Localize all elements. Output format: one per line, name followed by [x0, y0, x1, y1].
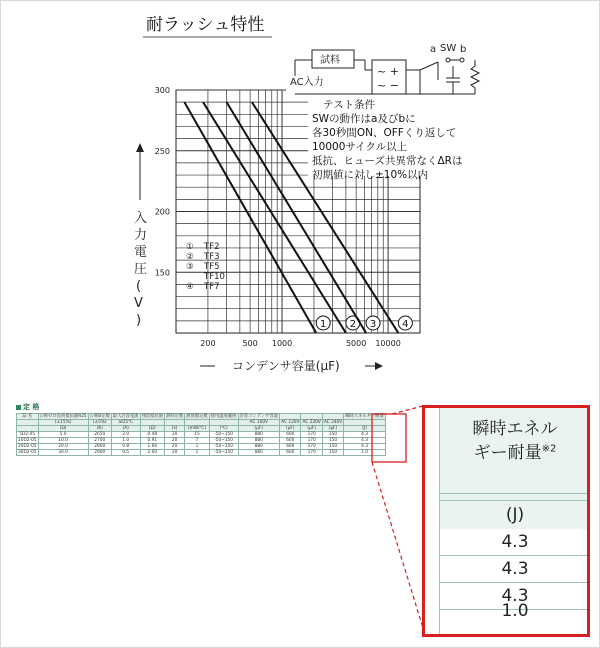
spec-cell: 600 [280, 450, 301, 456]
spec-header-cell: 熱放散定数 [186, 414, 208, 419]
spec-header-cell: 公称ゼロ負荷抵抗値R25 [39, 414, 87, 419]
test-condition-line: 各30秒間ON、OFFくり返して [312, 127, 457, 139]
spec-cell: 1.66 [140, 444, 164, 450]
zoom-value-cell: 4.3 [440, 583, 590, 610]
spec-cell: -50~150 [209, 432, 238, 438]
spec-cell: 20D2-05 [18, 444, 37, 449]
spec-cell: 600 [280, 438, 301, 444]
series-marker-label: 1 [320, 319, 327, 330]
spec-cell: 2.00 [140, 450, 164, 456]
spec-header-cell: 瞬時エネルギー耐量 [345, 414, 384, 419]
x-tick-label: 200 [200, 339, 216, 348]
circuit-sample-label: 試料 [320, 55, 340, 66]
x-tick-label: 1000 [271, 339, 293, 348]
circuit-rectifier-top: ~ + [377, 65, 399, 78]
spec-header-cell: (mW/℃) [185, 426, 209, 432]
test-condition-line: 初期値に対し±10%以内 [312, 169, 429, 181]
spec-table-title-text: 定 格 [23, 403, 40, 411]
legend-number: ④ [186, 282, 194, 292]
spec-cell: 2.0 [111, 432, 140, 438]
circuit-rectifier-bottom: ~ − [377, 79, 399, 92]
spec-cell: 0.8 [111, 444, 140, 450]
chart-legend [186, 242, 225, 292]
spec-header-cell: (s) [165, 426, 185, 432]
y-tick-label: 250 [154, 146, 170, 156]
spec-cell: -50~150 [209, 450, 238, 456]
spec-cell: 5D2-05 [17, 432, 39, 438]
spec-cell: 0.91 [140, 438, 164, 444]
spec-header-cell: (μF) [301, 426, 322, 432]
spec-cell: 10.0 [38, 438, 88, 444]
spec-cell: -50~150 [209, 438, 238, 444]
series-marker-label: 2 [349, 319, 357, 330]
spec-table-head [17, 414, 386, 432]
title-marker-icon [16, 405, 21, 410]
x-tick-label: 500 [242, 339, 258, 348]
spec-cell: 10D2-05 [18, 438, 37, 443]
zoom-header-line2 [440, 438, 590, 463]
zoom-panel [422, 405, 590, 637]
spec-cell: 0.5 [111, 450, 140, 456]
spec-header-cell: (Ω) [38, 426, 88, 432]
spec-cell: 880 [238, 450, 280, 456]
legend-label: TF10 [204, 272, 225, 282]
legend-label: TF2 [204, 242, 220, 252]
y-axis-label-char: V [134, 296, 143, 311]
spec-cell: 2900 [88, 450, 111, 456]
zoom-value-cell [440, 601, 590, 637]
zoom-blank-cell [440, 463, 590, 494]
zoom-header-note: ※2 [541, 443, 557, 455]
spec-cell: 150 [322, 450, 343, 456]
spec-cell: 2650 [88, 432, 111, 438]
zoom-table-column [439, 408, 590, 637]
test-condition-line: テスト条件 [323, 99, 376, 111]
legend-label: TF3 [204, 252, 220, 262]
y-axis-label-char: 圧 [134, 262, 148, 277]
circuit-input-label: AC入力 [290, 77, 324, 88]
zoom-value-cell: 4.3 [440, 556, 590, 583]
spec-header-cell: 公称B定数 [89, 414, 110, 419]
spec-cell: 170 [301, 444, 322, 450]
series-marker-label: 4 [402, 319, 409, 330]
y-axis-label-group [134, 143, 147, 328]
spec-cell: 2800 [88, 444, 111, 450]
spec-cell: 20 [165, 432, 185, 438]
spec-cell: 20 [165, 438, 185, 444]
spec-header-cell: 残留抵抗値 [141, 414, 164, 419]
spec-table-body [17, 432, 386, 456]
spec-header-cell: 熱時定数 [166, 414, 184, 419]
spec-cell: 1.0 [344, 450, 386, 456]
spec-cell: 600 [280, 432, 301, 438]
spec-header-cell: (K) [88, 426, 111, 432]
legend-number: ③ [186, 262, 194, 272]
x-tick-label: 10000 [375, 339, 401, 348]
spec-header-cell: (J) [344, 426, 386, 432]
x-tick-label: 5000 [345, 339, 367, 348]
spec-cell: 170 [301, 432, 322, 438]
spec-cell: 880 [238, 432, 280, 438]
spec-cell: 20 [165, 450, 185, 456]
spec-cell: 30D2-05 [18, 450, 37, 455]
zoom-header-line1: 瞬時エネル [472, 419, 558, 439]
spec-cell: 880 [238, 438, 280, 444]
spec-header-cell: (μF) [238, 426, 280, 432]
spec-header-cell: at25℃ [111, 420, 140, 426]
spec-cell: 1 [185, 450, 209, 456]
y-axis-label-char: ) [136, 313, 142, 328]
legend-label: TF7 [204, 282, 220, 292]
spec-cell: 1 [185, 444, 209, 450]
spec-header-cell: AC 240V [323, 420, 343, 425]
spec-cell: 15 [185, 432, 209, 438]
spec-header-cell: 品 名 [17, 414, 39, 420]
x-axis-label-group [200, 358, 383, 373]
spec-cell: 880 [238, 444, 280, 450]
spec-table [16, 413, 386, 456]
spec-cell: 4.3 [344, 444, 386, 450]
y-tick-label: 150 [154, 268, 170, 278]
spec-header-cell: (Ω) [140, 426, 164, 432]
spec-header-cell: (±5%) [88, 420, 111, 426]
spec-header-cell: (℃) [209, 426, 238, 432]
spec-cell: 150 [322, 438, 343, 444]
spec-cell: 170 [301, 450, 322, 456]
zoom-unit-cell: (J) [440, 500, 590, 530]
x-axis-label: コンデンサ容量(μF) [232, 359, 340, 373]
spec-header-cell: 使用温度範囲 [210, 414, 237, 419]
spec-cell: 4.3 [344, 438, 386, 444]
spec-header-cell: (±15%) [38, 420, 88, 426]
y-axis-label [134, 211, 147, 328]
spec-cell: 30.0 [38, 450, 88, 456]
spec-row [17, 450, 386, 456]
spec-cell: 7 [185, 438, 209, 444]
spec-header-cell: AC 120V [281, 420, 300, 425]
spec-cell: 600 [280, 444, 301, 450]
legend-label: TF5 [204, 262, 220, 272]
test-condition-line: SWの動作はa及びbに [312, 113, 416, 125]
y-axis-label-char: 入 [134, 211, 148, 226]
spec-header-cell: AC 100V [238, 420, 280, 426]
legend-number: ② [186, 252, 194, 262]
spec-header-cell: 最大許容電流 [112, 414, 139, 419]
spec-cell: -50~150 [209, 444, 238, 450]
spec-cell: 170 [301, 438, 322, 444]
spec-cell: 150 [322, 444, 343, 450]
spec-header-cell: AC 220V [302, 420, 321, 425]
y-tick-label: 200 [154, 207, 170, 217]
series-marker-label: 3 [369, 319, 377, 330]
spec-header-cell: (μF) [322, 426, 343, 432]
spec-cell: 4.3 [344, 432, 386, 438]
spec-cell: 20.0 [38, 444, 88, 450]
spec-cell: 150 [322, 432, 343, 438]
y-axis-label-char: ( [136, 279, 142, 294]
circuit-b-label: b [460, 44, 467, 55]
zoom-header-text: ギー耐量 [473, 443, 542, 463]
y-axis-label-char: 電 [134, 245, 148, 260]
circuit-sw-label: SW [440, 43, 457, 54]
test-condition-line: 10000サイクル以上 [312, 141, 408, 153]
spec-cell: 1.0 [111, 438, 140, 444]
chart-title: 耐ラッシュ特性 [146, 15, 265, 35]
y-axis-label-char: 力 [134, 228, 148, 243]
spec-header-cell: (μF) [280, 426, 301, 432]
y-tick-label: 300 [154, 86, 170, 95]
spec-cell: 5.0 [38, 432, 88, 438]
spec-table-title [16, 402, 39, 412]
spec-header-cell: (A) [111, 426, 140, 432]
zoom-value-cut: 1.0 [501, 601, 529, 621]
circuit-a-label: a [430, 44, 437, 55]
test-condition-line: 抵抗、ヒューズ共異常なくΔRは [312, 155, 463, 167]
spec-cell: 0.48 [140, 432, 164, 438]
spec-cell: 20 [165, 444, 185, 450]
spec-cell: 2700 [88, 438, 111, 444]
spec-header-cell: 許容コンデンサ容量 [239, 414, 279, 419]
zoom-value-cell: 4.3 [440, 529, 590, 556]
legend-number: ① [186, 242, 194, 252]
